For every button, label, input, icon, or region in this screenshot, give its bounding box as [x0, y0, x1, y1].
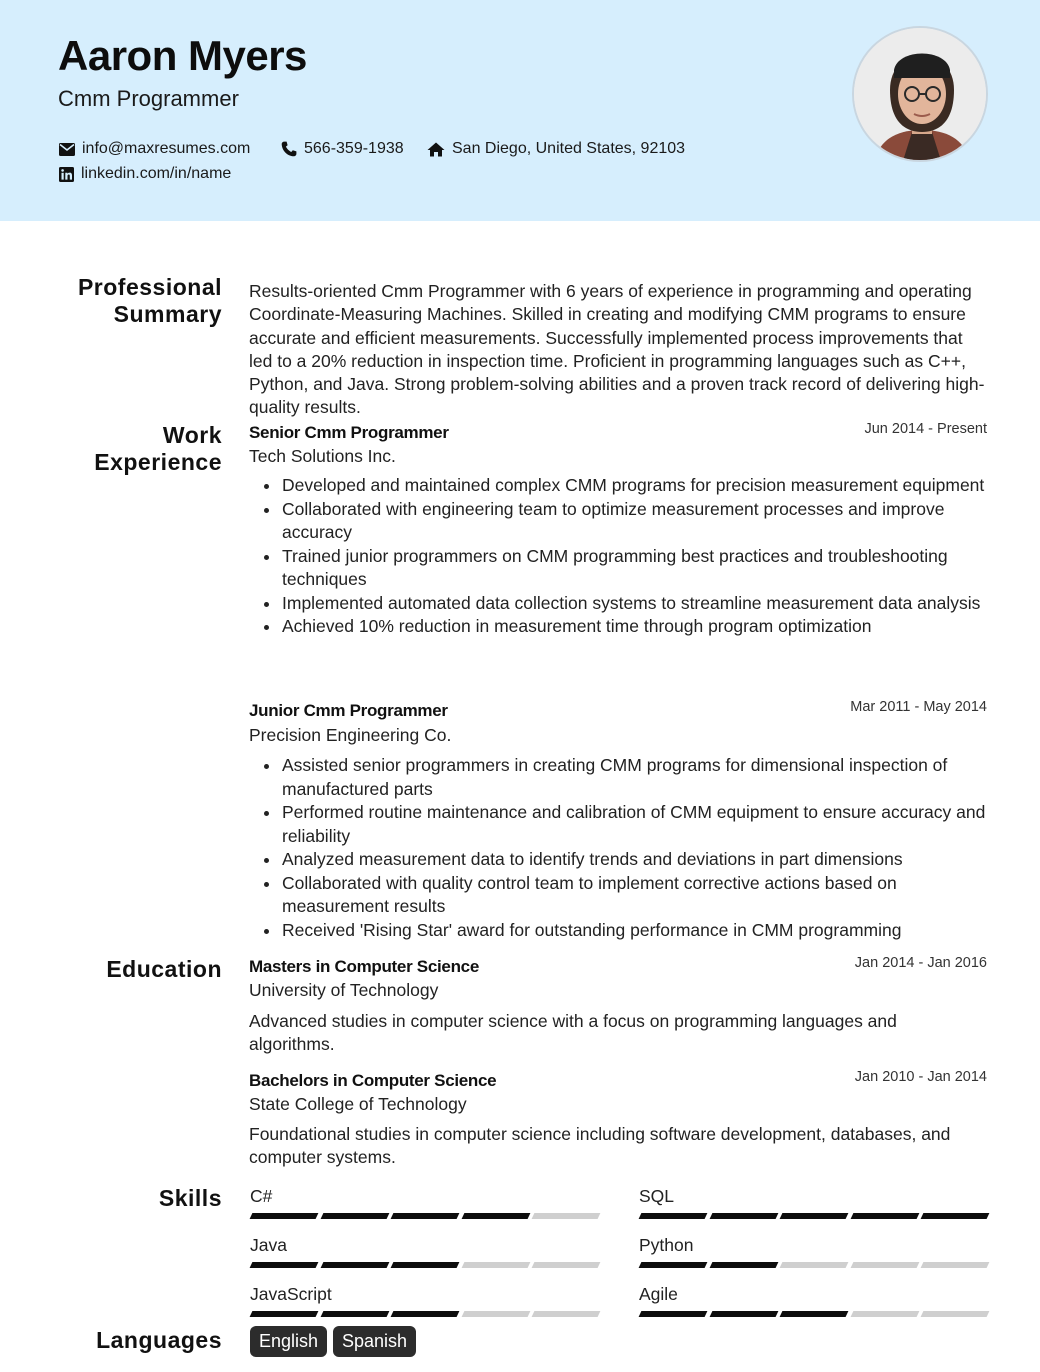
section-title-summary: Professional Summary: [77, 274, 222, 327]
education-description: Foundational studies in computer science including software development, databases, and computer systems.: [249, 1124, 951, 1168]
phone-icon: [281, 141, 297, 157]
contact-location: [427, 140, 685, 158]
skill-segment-empty: [461, 1311, 530, 1317]
skill-segment-filled: [461, 1213, 530, 1219]
job-bullet: Collaborated with engineering team to optimize measurement processes and improve accuracy: [282, 498, 987, 545]
skill-segment-filled: [850, 1213, 919, 1219]
contact-location-text: San Diego, United States, 92103: [452, 140, 686, 157]
skill-segment-empty: [461, 1262, 530, 1268]
skill-segment-filled: [921, 1213, 990, 1219]
skill-segment-filled: [639, 1262, 708, 1268]
skill-name: Java: [250, 1235, 287, 1255]
candidate-title: Cmm Programmer: [58, 86, 239, 111]
skill-segment-empty: [780, 1262, 849, 1268]
job-bullet: Developed and maintained complex CMM programs for precision measurement equipment: [282, 474, 987, 498]
contact-email[interactable]: [59, 140, 250, 158]
skill-segment-filled: [780, 1311, 849, 1317]
skill-level-bar: [640, 1213, 988, 1219]
skill-segment-filled: [320, 1213, 389, 1219]
job-dates: Jun 2014 - Present: [864, 421, 987, 437]
summary-text: Results-oriented Cmm Programmer with 6 years of experience in programming and operating Coordinate-Measuring Machines. Skilled in creating and modifying CMM programs to ensure accurate and efficient measurements. Successfully implemented process improvements that led to a 20% reduction in inspection time. Proficient in programming languages such as C++, Python, and Java. Strong problem-solving abilities and a proven track record of delivering high-quality results.: [249, 281, 985, 418]
education-degree: Bachelors in Computer Science: [249, 1071, 497, 1090]
section-title-education: Education: [106, 956, 222, 982]
education-degree: Masters in Computer Science: [249, 957, 479, 976]
job-bullet: Performed routine maintenance and calibration of CMM equipment to ensure accuracy and reliability: [282, 801, 987, 848]
education-school: State College of Technology: [249, 1094, 467, 1114]
job-bullet-list: [282, 754, 987, 942]
skill-segment-filled: [250, 1262, 319, 1268]
education-dates: Jan 2010 - Jan 2014: [854, 1069, 987, 1085]
skill-segment-empty: [850, 1311, 919, 1317]
education-description: Advanced studies in computer science with a focus on programming languages and algorithms.: [249, 1011, 897, 1055]
skill-segment-filled: [639, 1213, 708, 1219]
education-school: University of Technology: [249, 980, 439, 1000]
skill-name: C#: [250, 1186, 273, 1206]
job-bullet: Received 'Rising Star' award for outstanding performance in CMM programming: [282, 919, 987, 943]
contact-email-text: info@maxresumes.com: [82, 140, 251, 157]
skill-segment-filled: [639, 1311, 708, 1317]
resume-header: [0, 0, 1040, 221]
skill-segment-empty: [921, 1262, 990, 1268]
education-dates: Jan 2014 - Jan 2016: [854, 955, 987, 971]
skill-name: JavaScript: [250, 1284, 332, 1304]
linkedin-icon: [59, 167, 74, 182]
section-title-work: Work Experience: [94, 422, 222, 475]
skill-segment-filled: [250, 1311, 319, 1317]
contact-linkedin[interactable]: [59, 165, 231, 183]
job-bullet: Achieved 10% reduction in measurement time through program optimization: [282, 615, 987, 639]
job-title: Junior Cmm Programmer: [249, 701, 448, 720]
skill-segment-empty: [850, 1262, 919, 1268]
job-bullet-list: [282, 474, 987, 639]
language-badge: Spanish: [333, 1326, 416, 1357]
candidate-name: Aaron Myers: [58, 32, 307, 79]
skill-level-bar: [251, 1213, 599, 1219]
job-bullet: Trained junior programmers on CMM programming best practices and troubleshooting techniques: [282, 545, 987, 592]
skill-segment-filled: [709, 1213, 778, 1219]
skill-segment-filled: [780, 1213, 849, 1219]
skill-segment-empty: [532, 1213, 601, 1219]
job-bullet: Implemented automated data collection systems to streamline measurement data analysis: [282, 592, 987, 616]
skill-segment-filled: [709, 1311, 778, 1317]
home-icon: [427, 142, 445, 157]
skill-name: SQL: [639, 1186, 675, 1206]
contact-phone-text: 566-359-1938: [304, 140, 404, 157]
section-title-skills: Skills: [158, 1185, 222, 1211]
skill-segment-empty: [921, 1311, 990, 1317]
skill-level-bar: [640, 1262, 988, 1268]
contact-phone[interactable]: [281, 140, 404, 158]
skill-segment-filled: [391, 1262, 460, 1268]
job-title: Senior Cmm Programmer: [249, 423, 449, 442]
skill-segment-filled: [320, 1311, 389, 1317]
language-badge: English: [250, 1326, 327, 1357]
job-bullet: Collaborated with quality control team to implement corrective actions based on measurement results: [282, 872, 987, 919]
contact-linkedin-text: linkedin.com/in/name: [81, 165, 232, 182]
skill-segment-filled: [320, 1262, 389, 1268]
skill-segment-filled: [709, 1262, 778, 1268]
skill-level-bar: [251, 1311, 599, 1317]
section-title-languages: Languages: [96, 1327, 222, 1353]
skill-segment-filled: [250, 1213, 319, 1219]
skill-name: Agile: [639, 1284, 678, 1304]
profile-photo: [852, 26, 988, 162]
skill-segment-filled: [391, 1213, 460, 1219]
job-bullet: Analyzed measurement data to identify trends and deviations in part dimensions: [282, 848, 987, 872]
job-bullet: Assisted senior programmers in creating CMM programs for dimensional inspection of manufactured parts: [282, 754, 987, 801]
job-company: Tech Solutions Inc.: [249, 446, 396, 466]
skill-segment-empty: [532, 1311, 601, 1317]
skill-level-bar: [251, 1262, 599, 1268]
skill-segment-filled: [391, 1311, 460, 1317]
skill-level-bar: [640, 1311, 988, 1317]
job-company: Precision Engineering Co.: [249, 725, 452, 745]
skill-name: Python: [639, 1235, 694, 1255]
envelope-icon: [59, 143, 75, 156]
job-dates: Mar 2011 - May 2014: [850, 699, 987, 715]
skill-segment-empty: [532, 1262, 601, 1268]
